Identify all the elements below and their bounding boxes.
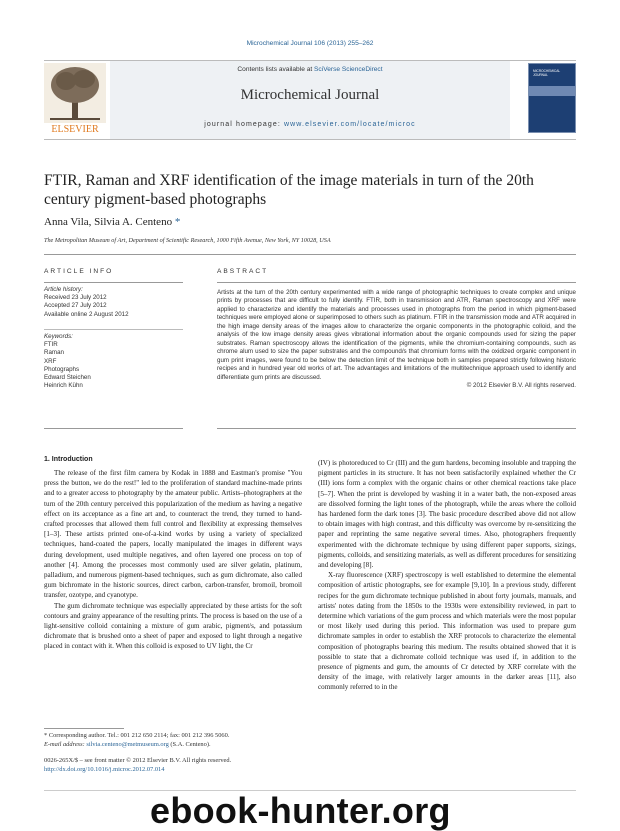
abstract-heading: ABSTRACT	[217, 268, 269, 275]
footnote-divider	[44, 728, 124, 729]
affiliation: The Metropolitan Museum of Art, Department of Scientific Research, 1000 Fifth Avenue, New York, NY 10028, USA	[44, 237, 331, 244]
keywords-label: Keywords:	[44, 333, 73, 340]
keyword: Edward Steichen	[44, 374, 91, 382]
divider	[217, 428, 576, 429]
elsevier-wordmark: ELSEVIER	[51, 124, 99, 135]
section-heading: 1. Introduction	[44, 456, 93, 463]
article-history	[44, 286, 129, 319]
issn-line: 0026-265X/$ – see front matter © 2012 Elsevier B.V. All rights reserved.	[44, 757, 232, 764]
body-column-left	[44, 468, 302, 652]
footnote-mark: *	[44, 732, 48, 739]
history-accepted: Accepted 27 July 2012	[44, 302, 107, 310]
footnote	[44, 732, 302, 749]
keyword: Raman	[44, 349, 64, 357]
paragraph: X-ray fluorescence (XRF) spectroscopy is well established to determine the elemental composition of artistic photographs, see for example [9,10]. In a previous study, different recipes for the gum dichromate technique published in about forty journals, manuals, and artists' notes dating from the 1850s to the 1930s were extensibility reviewed, in part to determine which variations of the gum process and which materials were the most popular or most likely used during this period. This information was used to prepare gum dichromate samples in order to establish the XRF protocols to characterize the elemental composition of photographs bearing this medium. The results obtained showed that it is possible to state that a dichromate colloid technique was used if, in addition to the presence of pigments and gum, the amounts of Cr detected by XRF correlate with the density of the image, with relatively larger amounts in the darker areas [11], also commonly referred to in the	[318, 571, 576, 692]
doi-link[interactable]: http://dx.doi.org/10.1016/j.microc.2012.07.014	[44, 765, 165, 773]
keyword: Photographs	[44, 365, 80, 373]
cover-band	[529, 86, 575, 96]
contents-line	[110, 66, 510, 73]
author-names: Anna Vila, Silvia A. Centeno	[44, 216, 173, 228]
divider	[44, 329, 183, 330]
journal-name: Microchemical Journal	[240, 87, 380, 103]
journal-cover-thumbnail	[528, 63, 576, 133]
divider	[44, 254, 576, 255]
article-title: FTIR, Raman and XRF identification of the image materials in turn of the 20th century pigment-based photographs	[44, 172, 534, 208]
journal-homepage	[110, 121, 510, 128]
paragraph: (IV) is photoreduced to Cr (III) and the gum hardens, becoming insoluble and trapping the pigment particles in its structure. It has not been satisfactorily explained whether the Cr (III) ions form a complex with the organic chains or other chemical reactions take place [5–7]. When the print is developed by washing it in a water bath, the non-exposed areas are dissolved forming the light tones of the photograph, while the areas where the colloid has hardened form the dark tones [3]. The basic procedure described above did not allow to obtain images with high contrast, and this difficulty was overcome by re-sensitizing the paper and reprinting the same negative several times. Also, photographers frequently experimented with the dichromate technique by using different paper supports, sizings, pigments, colloids, and sensitizing materials, as well as different procedures for sensitizing and developing [8].	[318, 459, 576, 570]
body-column-right	[318, 458, 576, 693]
issn-block	[44, 757, 302, 774]
keyword: XRF	[44, 357, 57, 365]
keyword: FTIR	[44, 341, 58, 349]
journal-reference[interactable]: Microchemical Journal 106 (2013) 255–262	[246, 40, 374, 47]
keyword: Heinrich Kühn	[44, 382, 83, 390]
abstract-copyright: © 2012 Elsevier B.V. All rights reserved.	[466, 381, 576, 389]
email-suffix: (S.A. Centeno).	[168, 740, 211, 748]
contents-prefix: Contents lists available at	[237, 66, 315, 73]
authors	[44, 216, 180, 228]
elsevier-logo	[44, 63, 106, 135]
divider	[217, 282, 576, 283]
cover-title: MICROCHEMICAL JOURNAL	[533, 69, 560, 77]
paragraph: The gum dichromate technique was especially appreciated by these artists for the soft contours and grainy appearance of the resulting prints. The process is based on the use of a light-sensitive colloid containing a mixture of gum arabic, pigment/s, and potassium dichromate that is brushed onto a sheet of paper and exposed to light through a negative placed in contact with it. When this colloid is exposed to UV light, the Cr	[44, 601, 302, 651]
email-link[interactable]: silvia.centeno@metmuseum.org	[86, 740, 169, 748]
divider	[44, 282, 183, 283]
homepage-link[interactable]: www.elsevier.com/locate/microc	[283, 121, 416, 128]
elsevier-tree-icon	[44, 63, 106, 135]
sciencedirect-link[interactable]: SciVerse ScienceDirect	[314, 66, 383, 73]
footnote-text: Corresponding author. Tel.: 001 212 650 2114; fax: 001 212 396 5060.	[48, 732, 230, 739]
paragraph: The release of the first film camera by Kodak in 1888 and Eastman's promise "You press the button, we do the rest!" led to the proliferation of standard machine-made prints and to a greater access to photography by the amateur public. Artists–photographers at the turn of the 20th century perceived this popularization of the medium as having a negative effect on its acceptance as a fine art and, to counteract the trend, they turned to hand-crafted processes that allowed them full control and flexibility at expressing themselves [1–3]. These artists printed one-of-a-kind works by using a variety of specialized techniques, hand-coated the papers, locally manipulated the images in different ways during development, used multiple negatives, and often layered one process on top of another [4]. Among the processes most commonly used are silver gelatin, platinum, palladium, and numerous pigment-based techniques, such as gum dichromate, also called gum bichromate in the historic sources, direct carbon, carbon-transfer, bromoil, bromoil transfer, ozotype, and cyanotype.	[44, 469, 302, 600]
abstract-text: Artists at the turn of the 20th century experimented with a wide range of photographic techniques to create complex and unique prints by processes that are difficult to fully identify. FTIR, both in transmission and ATR, Raman spectroscopy and XRF were applied to characterize and identify the materials and processes used in photographs from the period in which pigment-based techniques were employed alone or superimposed to others such as platinum. FTIR in the transmission mode and ATR acquired in the high image density areas of the images allow to characterize the organic components in the photographic colloid, and the analysis of the low image density areas gives vibrational information about the organic compounds used for sizing the paper substrates. Raman spectroscopy allows the identification of the pigments, while the chromium-containing compounds, such as chrome alum used to size the paper substrates and the compound/s that chromium forms with the oxidized organic component in gum print images, were found to be below the detection limit of the technique both in samples prepared strictly following historic recipes and in hundred year old works of art. The advantages and limitations of the multitechnique approach used to identify and differentiate gum prints are discussed.	[217, 289, 576, 381]
homepage-prefix: journal homepage:	[204, 121, 284, 128]
abstract-body	[217, 289, 576, 390]
divider	[44, 428, 183, 429]
keywords	[44, 333, 91, 390]
article-info-heading: ARTICLE INFO	[44, 268, 114, 275]
history-label: Article history:	[44, 286, 83, 293]
corresponding-author-mark[interactable]: *	[174, 216, 181, 228]
journal-header	[44, 60, 576, 140]
history-received: Received 23 July 2012	[44, 294, 107, 302]
email-label: E-mail address:	[44, 740, 87, 748]
watermark: ebook-hunter.org	[150, 790, 451, 831]
history-online: Available online 2 August 2012	[44, 310, 129, 318]
